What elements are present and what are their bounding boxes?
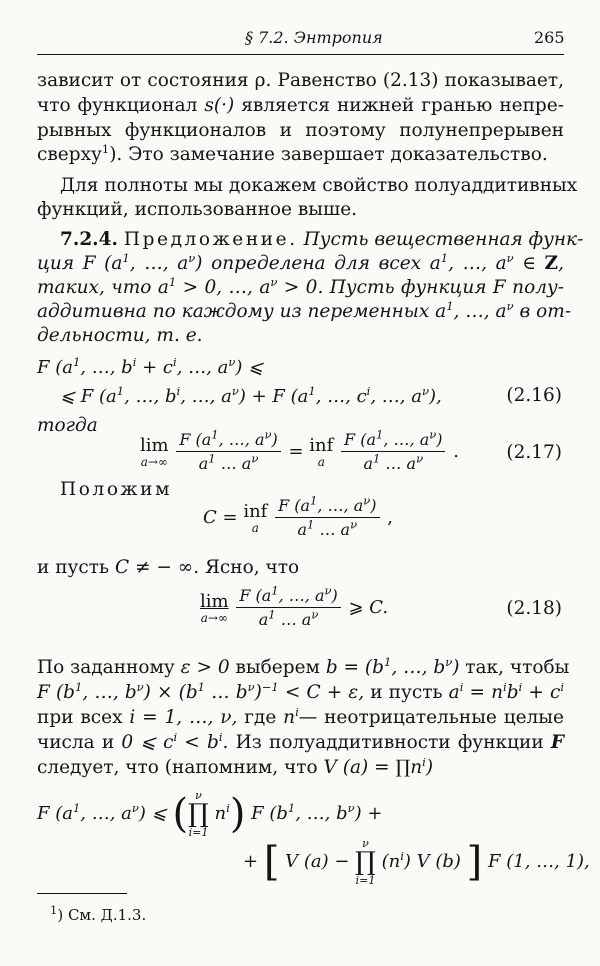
proposition-line: аддитивна по каждому из переменных $a^1$, …, $a^\nu$ в от-: [37, 298, 572, 322]
proposition-number: 7.2.4.: [60, 229, 118, 250]
equation-number: (2.18): [506, 598, 562, 619]
functional-s: s(·): [204, 95, 235, 116]
paragraph-line: что функционал s(·) является нижней гранью непре-: [37, 95, 564, 116]
footnote: $^1$) См. Д.1.3.: [50, 903, 147, 924]
footnote-ref: 1: [101, 141, 110, 156]
paragraph-line: функций, использованное выше.: [37, 199, 358, 220]
then-word: тогда: [37, 415, 98, 436]
paragraph-line: при всех i = 1, …, ν, где $n^i—$ неотрицательные целые: [37, 704, 564, 728]
paragraph-line: и пусть C ≠ − ∞. Ясно, что: [37, 557, 300, 578]
proposition-line: дельности, т. е.: [37, 325, 203, 346]
equation-number: (2.16): [506, 385, 562, 406]
equation-C-definition: C = inf a $\frac{F (a^1, \dots, a^\nu)}{a^1 \dots a^\nu}$ ,: [203, 493, 393, 539]
paragraph-line: Для полноты мы докажем свойство полуаддитивных: [60, 175, 578, 196]
page-number: 265: [534, 28, 565, 47]
equation-2-18: lim a→∞ $\frac{F (a^1, \dots, a^\nu)}{a^1 \dots a^\nu}$ ⩾ C.: [200, 583, 389, 629]
proposition-line: 7.2.4. Предложение. Пусть вещественная функ-: [60, 229, 584, 250]
final-inequality-line-2: + [ V (a) − ν ∏ i=1 $(n^i)$ V (b) ] F (1, …, 1),: [243, 837, 590, 887]
let-word: Положим: [60, 479, 173, 500]
paragraph-line: F ($b^1$, …, $b^\nu) \times (b^1$ … $b^\nu)^{-1} < C + \varepsilon$, и пусть $a^i = n^ib^i + c^i$: [37, 679, 564, 703]
proposition-heading: Предложение.: [123, 229, 298, 250]
proposition-line: ция F ($a^1$, …, $a^\nu$) определена для всех $a^1$, …, $a^\nu$ ∈ Z,: [37, 250, 564, 274]
paragraph-line: сверху$^1$). Это замечание завершает доказательство.: [37, 141, 548, 165]
final-inequality-line-1: F ($a^1$, …, $a^\nu$) ⩽ ( ν ∏ i=1 $n^i$) F ($b^1$, …, $b^\nu$) +: [37, 789, 383, 839]
inequality-line-1: F ($a^1$, …, $b^i + c^i$, …, $a^\nu$) ⩽: [37, 355, 264, 378]
paragraph-line: зависит от состояния ρ. Равенство (2.13) показывает,: [37, 70, 564, 91]
paragraph-line: рывных функционалов и поэтому полунепрерывен: [37, 120, 564, 141]
inequality-line-2: ⩽ F ($a^1$, …, $b^i$, …, $a^\nu) + F$ ($a^1$, …, $c^i$, …, $a^\nu$),: [60, 384, 442, 407]
paragraph-line: следует, что (напомним, что V $(a) = \prod n^i$): [37, 754, 434, 778]
header-rule: [37, 54, 564, 55]
footnote-rule: [37, 893, 127, 894]
equation-number: (2.17): [506, 442, 562, 463]
running-title: § 7.2. Энтропия: [245, 28, 383, 47]
paragraph-line: По заданному ε > 0 выберем $b = (b^1$, …, $b^\nu$) так, чтобы: [37, 654, 570, 678]
paragraph-line: числа и 0 ⩽ $c^i < b^i$. Из полуаддитивности функции F: [37, 729, 564, 753]
equation-2-17: lim a→∞ $\frac{F (a^1, \dots, a^\nu)}{a^1 \dots a^\nu}$ = inf a $\frac{F (a^1, \dots, a^\nu)}{a^1 \dots a^\nu}$ .: [140, 427, 459, 473]
proposition-line: таких, что $a^1 > 0$, …, $a^\nu > 0$. Пусть функция F полу-: [37, 274, 564, 298]
